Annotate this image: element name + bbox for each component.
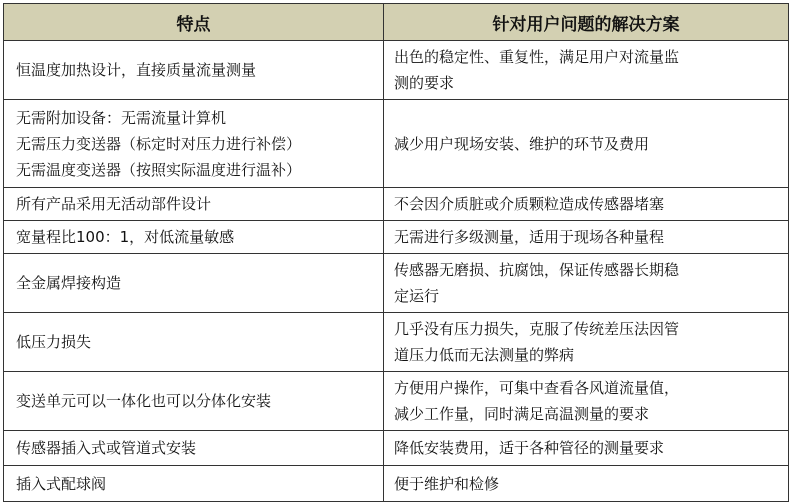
feature-cell [4, 372, 384, 431]
solution-cell [384, 188, 789, 221]
solution-cell [384, 41, 789, 100]
solution-cell [384, 100, 789, 188]
feature-cell [4, 188, 384, 221]
header-solution: 针对用户问题的解决方案 [384, 4, 789, 41]
solution-cell [384, 254, 789, 313]
solution-cell [384, 313, 789, 372]
feature-text: 低压力损失 [16, 333, 92, 351]
feature-text: 插入式配球阀 [16, 474, 107, 493]
solution-text: 便于维护和检修 [394, 474, 500, 493]
solution-text: 传感器无磨损、抗腐蚀，保证传感器长期稳 [394, 261, 680, 279]
feature-cell [4, 100, 384, 188]
solution-text: 不会因介质脏或介质颗粒造成传感器堵塞 [394, 195, 665, 213]
solution-cell [384, 431, 789, 466]
header-row [4, 4, 789, 41]
feature-text: 无需温度变送器（按照实际温度进行温补） [16, 160, 302, 179]
solution-text: 出色的稳定性、重复性，满足用户对流量监 [394, 48, 680, 66]
solution-text: 减少工作量，同时满足高温测量的要求 [394, 405, 650, 423]
solution-cell [384, 466, 789, 502]
solution-text: 方便用户操作，可集中查看各风道流量值， [394, 379, 680, 397]
table-row [4, 188, 789, 221]
solution-text: 无需进行多级测量，适用于现场各种量程 [394, 228, 665, 246]
solution-text: 几乎没有压力损失，克服了传统差压法因管 [394, 320, 680, 338]
feature-text: 传感器插入式或管道式安装 [16, 439, 197, 457]
feature-text: 全金属焊接构造 [16, 274, 122, 292]
solution-cell [384, 372, 789, 431]
feature-cell [4, 466, 384, 502]
header-feature: 特点 [4, 4, 384, 41]
feature-text: 恒温度加热设计，直接质量流量测量 [16, 61, 257, 79]
feature-cell [4, 41, 384, 100]
feature-cell [4, 221, 384, 254]
solution-text: 测的要求 [394, 74, 455, 92]
solution-text: 道压力低而无法测量的弊病 [394, 346, 575, 364]
solution-text: 降低安装费用，适于各种管径的测量要求 [394, 439, 665, 457]
table-row [4, 254, 789, 313]
table-row [4, 100, 789, 188]
table-row [4, 466, 789, 502]
features-table [3, 3, 789, 502]
table-row [4, 41, 789, 100]
table-row [4, 313, 789, 372]
feature-cell [4, 254, 384, 313]
feature-text: 所有产品采用无活动部件设计 [16, 195, 212, 213]
table-row [4, 431, 789, 466]
solution-cell [384, 221, 789, 254]
solution-text: 定运行 [394, 287, 440, 305]
feature-text: 无需压力变送器（标定时对压力进行补偿） [16, 134, 302, 153]
feature-cell [4, 313, 384, 372]
feature-text: 无需附加设备：无需流量计算机 [16, 108, 227, 127]
feature-text: 变送单元可以一体化也可以分体化安装 [16, 392, 272, 410]
feature-cell [4, 431, 384, 466]
solution-text: 减少用户现场安装、维护的环节及费用 [394, 134, 650, 153]
table-row [4, 372, 789, 431]
table-row [4, 221, 789, 254]
feature-text: 宽量程比100：1，对低流量敏感 [16, 228, 235, 246]
